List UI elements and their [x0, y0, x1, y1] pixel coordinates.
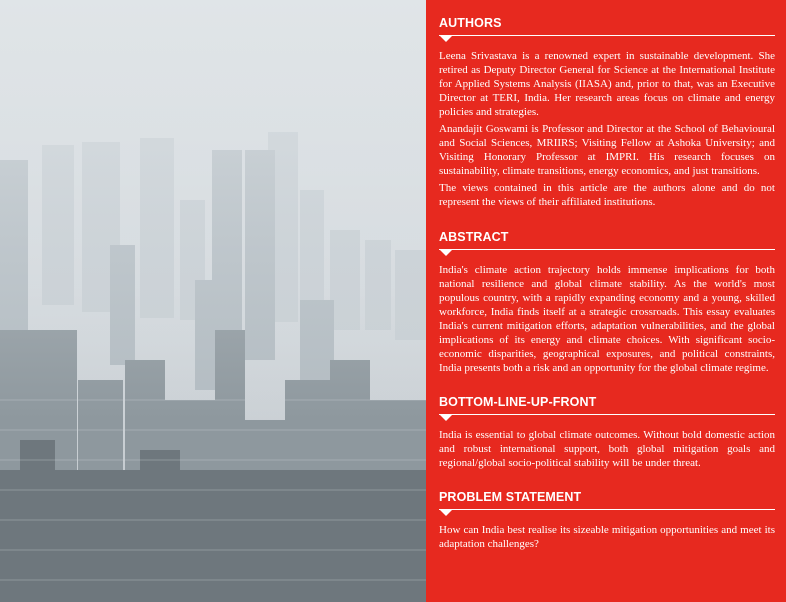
info-panel: [426, 0, 786, 602]
disclaimer-text: The views contained in this article are the authors alone and do not represent the views of their affiliated institutions.: [439, 182, 775, 208]
section-divider: [439, 508, 775, 516]
section-divider: [439, 413, 775, 421]
triangle-marker-icon: [439, 414, 453, 421]
abstract-section: [439, 230, 775, 375]
abstract-text: India's climate action trajectory holds immense implications for both national resilience and global climate stability. As the world's most populous country, with a rapidly expanding economy and a young, skilled workforce, India finds itself at a strategic crossroads. This essay evaluates India's current mitigation efforts, adaptation vulnerabilities, and the global implications of its energy and climate choices. With significant socio-economic disparities, geographical exposures, and political constraints, India presents both a risk and an opportunity for the global climate regime.: [439, 264, 775, 374]
problem-text: How can India best realise its sizeable mitigation opportunities and meet its adaptation challenges?: [439, 524, 775, 550]
abstract-heading: ABSTRACT: [439, 230, 509, 244]
triangle-marker-icon: [439, 249, 453, 256]
triangle-marker-icon: [439, 509, 453, 516]
authors-section: [439, 16, 775, 209]
problem-section: [439, 490, 775, 551]
bluf-text: India is essential to global climate outcomes. Without bold domestic action and robust international support, both global mitigation goals and regional/global socio-political stability will be under threat.: [439, 429, 775, 469]
authors-heading: AUTHORS: [439, 16, 502, 30]
bluf-section: [439, 395, 775, 470]
triangle-marker-icon: [439, 35, 453, 42]
section-divider: [439, 248, 775, 256]
bluf-heading: BOTTOM-LINE-UP-FRONT: [439, 395, 597, 409]
author-bio-srivastava: Leena Srivastava is a renowned expert in sustainable development. She retired as Deputy Director General for Science at the International Institute for Applied Systems Analysis (IIASA) and, prior to that, was an Executive Director at TERI, India. Her research areas focus on climate and energy policies and strategies.: [439, 50, 775, 118]
author-bio-goswami: Anandajit Goswami is Professor and Director at the School of Behavioural and Social Sciences, MRIIRS; Visiting Fellow at Ashoka University; and Visiting Honorary Professor at IMPRI. His research focuses on sustainability, climate transitions, energy economics, and just transitions.: [439, 123, 775, 177]
problem-heading: PROBLEM STATEMENT: [439, 490, 582, 504]
section-divider: [439, 34, 775, 42]
